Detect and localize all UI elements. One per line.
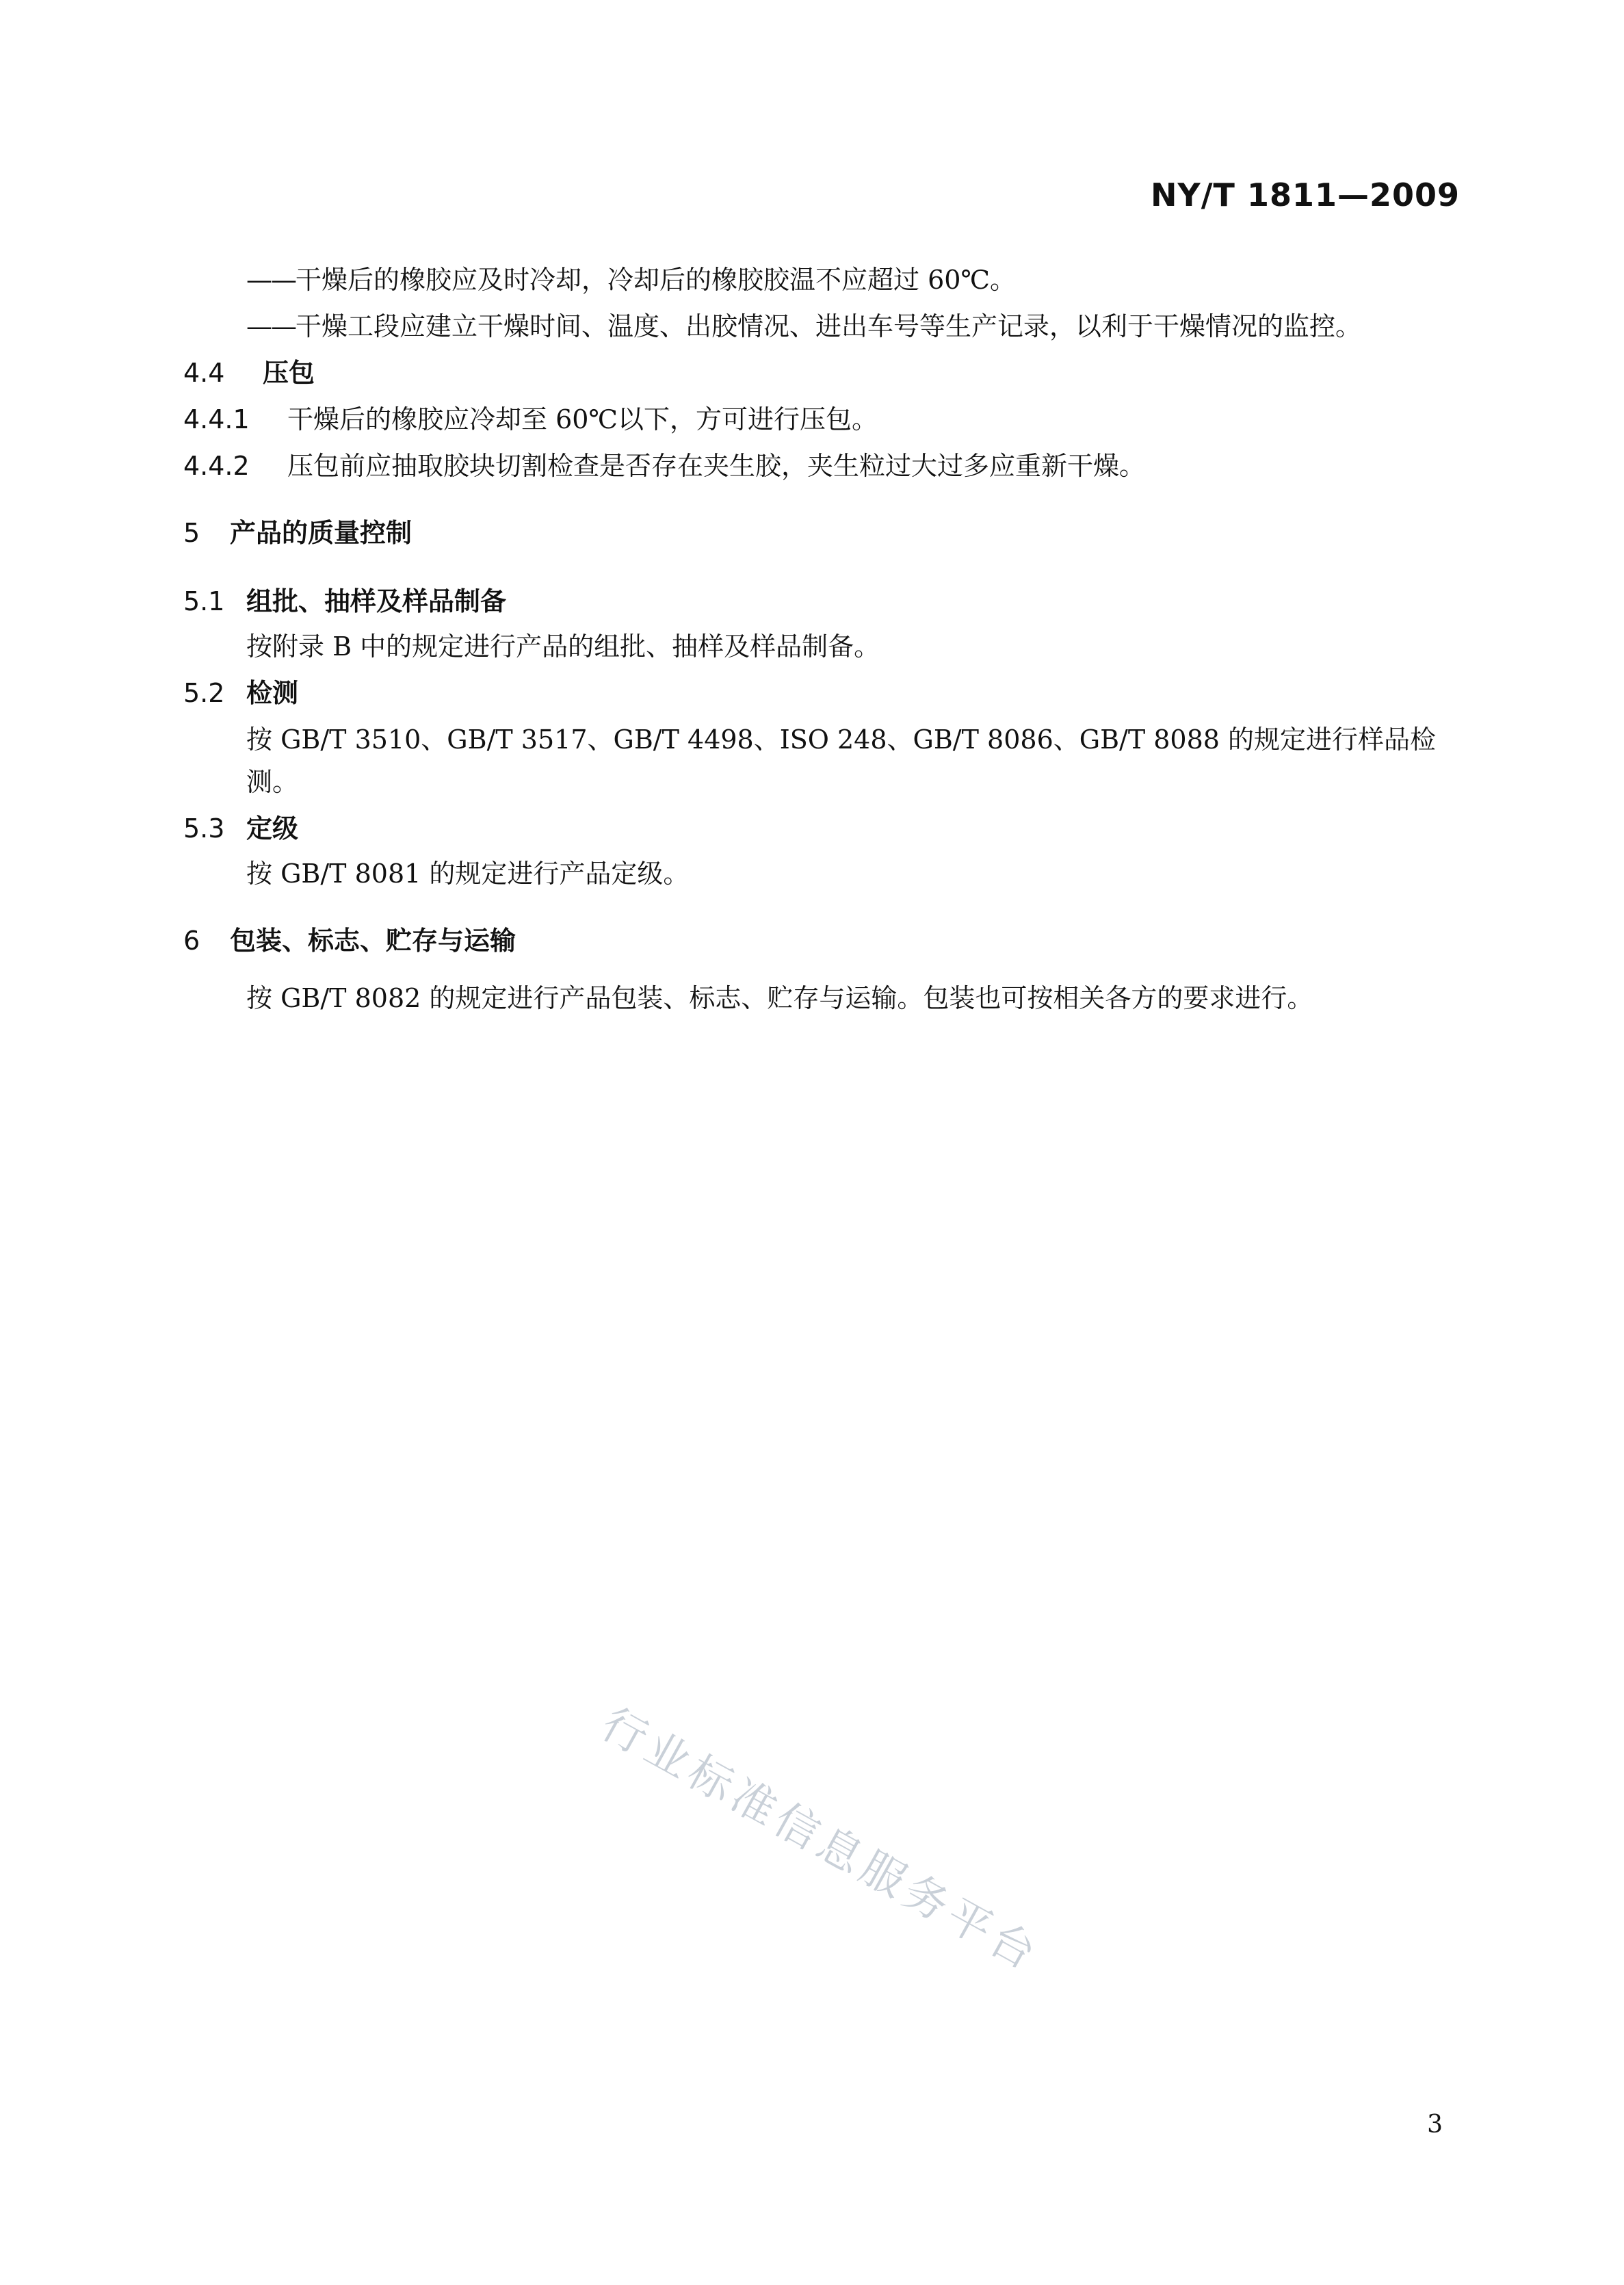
section-5-2-body-line-1: 按 GB/T 3510、GB/T 3517、GB/T 4498、ISO 248、GB/T 8086、GB/T 8088 的规定进行样品检 — [246, 724, 1437, 755]
section-number: 6 — [183, 926, 200, 956]
section-number: 5.3 — [183, 813, 225, 844]
dash-mark: —— — [246, 311, 296, 341]
section-5-1-body: 按附录 B 中的规定进行产品的组批、抽样及样品制备。 — [246, 631, 880, 662]
dash-mark: —— — [246, 265, 296, 295]
clause-text: 干燥后的橡胶应冷却至 60℃以下，方可进行压包。 — [287, 404, 878, 434]
watermark: 行业标准信息服务平台 — [592, 1699, 1049, 1982]
clause-number: 4.4.2 — [183, 451, 250, 481]
section-number: 5.1 — [183, 586, 225, 616]
section-title: 组批、抽样及样品制备 — [246, 586, 507, 616]
section-title: 检测 — [246, 678, 299, 708]
clause-number: 4.4.1 — [183, 404, 250, 434]
section-number: 5 — [183, 518, 200, 548]
clause-text: 压包前应抽取胶块切割检查是否存在夹生胶，夹生粒过大过多应重新干燥。 — [287, 451, 1146, 481]
dash-item-records — [246, 305, 1361, 343]
section-heading-5-1 — [183, 580, 506, 618]
section-title: 产品的质量控制 — [230, 518, 412, 548]
section-heading-5 — [183, 512, 412, 549]
section-heading-5-2 — [183, 672, 298, 709]
section-5-3-body: 按 GB/T 8081 的规定进行产品定级。 — [246, 859, 690, 889]
dash-item-text: 干燥工段应建立干燥时间、温度、出胶情况、进出车号等生产记录，以利于干燥情况的监控。 — [296, 311, 1362, 341]
dash-item-cooling — [246, 259, 1016, 296]
section-heading-6 — [183, 919, 516, 957]
section-number: 5.2 — [183, 678, 225, 708]
section-title: 压包 — [263, 358, 315, 388]
section-title: 包装、标志、贮存与运输 — [230, 926, 516, 956]
standard-code: NY/T 1811—2009 — [1150, 177, 1460, 213]
section-heading-5-3 — [183, 807, 298, 845]
section-title: 定级 — [246, 813, 299, 844]
section-number: 4.4 — [183, 358, 225, 388]
section-5-2-body-line-2: 测。 — [246, 767, 299, 797]
section-6-body: 按 GB/T 8082 的规定进行产品包装、标志、贮存与运输。包装也可按相关各方的要求进行。 — [246, 983, 1313, 1013]
clause-4-4-1 — [183, 398, 878, 436]
section-heading-4-4 — [183, 352, 315, 389]
clause-4-4-2 — [183, 445, 1145, 482]
dash-item-text: 干燥后的橡胶应及时冷却，冷却后的橡胶胶温不应超过 60℃。 — [296, 265, 1016, 295]
page-number: 3 — [1427, 2111, 1443, 2139]
